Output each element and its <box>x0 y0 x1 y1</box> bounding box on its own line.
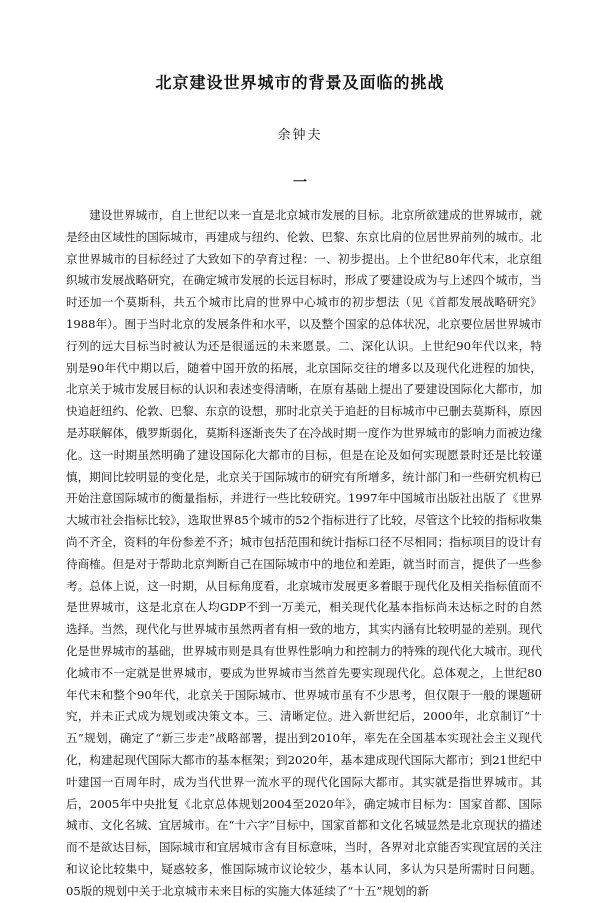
section-number: 一 <box>293 175 307 191</box>
body-paragraph: 建设世界城市，自上世纪以来一直是北京城市发展的目标。北京所欲建成的世界城市，就是经由区域性的国际城市，再建成与纽约、伦敦、巴黎、东京比肩的位居世界前列的城市。北京世界城市的目标经过了大致如下的孕育过程：一、初步提出。上个世纪80年代末，北京组织城市发展战略研究，在确定城市发展的长远目标时，形成了要建设成为与上述四个城市，当时还加一个莫斯科，共五个城市比肩的世界中心城市的初步想法（见《首都发展战略研究》1988年）。囿于当时北京的发展条件和水平，以及整个国家的总体状况，北京要位居世界城市行列的远大目标当时被认为还是很遥远的未来愿景。二、深化认识。上世纪90年代以来，特别是90年代中期以后，随着中国开放的拓展，北京国际交往的增多以及现代化进程的加快，北京关于城市发展目标的认识和表述变得清晰，在原有基础上提出了要建设国际化大都市，加快追赶纽约、伦敦、巴黎、东京的设想，那时北京关于追赶的目标城市中已删去莫斯科，原因是苏联解体，俄罗斯弱化，莫斯科逐渐丧失了在冷战时期一度作为世界城市的影响力而被边缘化。这一时期虽然明确了建设国际化大都市的目标，但是在论及如何实现愿景时还是比较谨慎，期间比较明显的变化是，北京关于国际城市的研究有所增多，统计部门和一些研究机构已开始注意国际城市的衡量指标，并进行一些比较研究。1997年中国城市出版社出版了《世界大城市社会指标比较》，选取世界85个城市的52个指标进行了比较，尽管这个比较的指标收集尚不齐全，资料的年份参差不齐；城市包括范围和统计指标口径不尽相同；指标项目的设计有待商榷。但是对于帮助北京判断自己在国际城市中的地位和差距，就当时而言，提供了一些参考。总体上说，这一时期，从目标角度看，北京城市发展更多着眼于现代化及相关指标值而不是世界城市，这是北京在人均GDP不到一万美元，相关现代化基本指标尚未达标之时的自然选择。当然，现代化与世界城市虽然两者有相一致的地方，其实内涵有比较明显的差别。现代化是世界城市的基础，世界城市则是具有世界性影响力和控制力的特殊的现代化大城市。现代化城市不一定就是世界城市，要成为世界城市当然首先要实现现代化。总体观之，上世纪80年代末和整个90年代，北京关于国际城市、世界城市虽有不少思考，但仅限于一般的课题研究，并未正式成为规划或决策文本。三、清晰定位。进入新世纪后，2000年，北京制订“十五”规划，确定了“新三步走”战略部署，提出到2010年，率先在全国基本实现社会主义现代化，构建起现代国际大都市的基本框架；到2020年，基本建成现代国际大都市；到21世纪中叶建国一百周年时，成为当代世界一流水平的现代化国际大都市。其实就是指世界城市。其后，2005年中央批复《北京总体规划2004至2020年》，确定城市目标为：国家首都、国际城市、文化名城、宜居城市。在“十六字”目标中，国家首都和文化名城显然是北京现状的描述而不是欲达目标，国际城市和宜居城市含有目标意味，当时，各界对北京能否实现宜居的关注和议论比较集中，疑惑较多，惟国际城市议论较少，基本认同，多认为只是所需时日问题。05版的规划中关于北京城市未来目标的实施大体延续了“十五”规划的新 <box>66 208 542 898</box>
article-author: 余钟夫 <box>277 128 323 143</box>
article-title: 北京建设世界城市的背景及面临的挑战 <box>155 73 445 92</box>
article-body <box>66 205 542 903</box>
